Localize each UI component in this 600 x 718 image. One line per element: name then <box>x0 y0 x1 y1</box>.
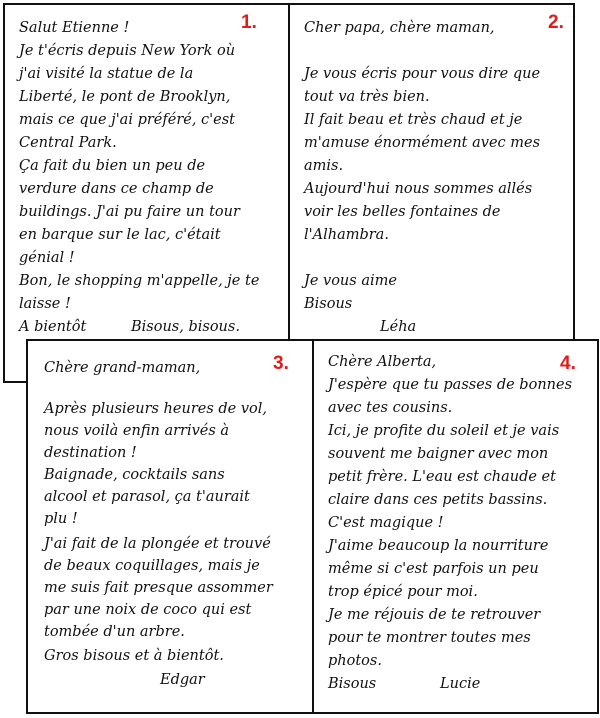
letter-line: même si c'est parfois un peu <box>328 561 539 577</box>
letter-line: J'espère que tu passes de bonnes <box>328 377 573 393</box>
letter-line: l'Alhambra. <box>304 227 389 243</box>
letter-number: 1. <box>241 12 257 33</box>
letter-line: par une noix de coco qui est <box>44 602 252 618</box>
letter-card-2 <box>288 3 575 348</box>
letter-signature: Léha <box>380 319 417 335</box>
letter-line: verdure dans ce champ de <box>19 181 214 197</box>
letter-closing: A bientôt <box>19 319 87 335</box>
letter-signature: Bisous, bisous. <box>131 319 240 335</box>
letter-line: en barque sur le lac, c'était <box>19 227 221 243</box>
letter-card-4 <box>312 339 599 714</box>
letter-line: nous voilà enfin arrivés à <box>44 423 230 439</box>
letter-line: J'ai fait de la plongée et trouvé <box>44 536 271 552</box>
letter-line: souvent me baigner avec mon <box>328 446 549 462</box>
letter-line: Ici, je profite du soleil et je vais <box>328 423 560 439</box>
letter-greeting: Chère Alberta, <box>328 354 437 370</box>
letter-card-1 <box>3 3 290 383</box>
letter-line: photos. <box>328 653 382 669</box>
letter-line: voir les belles fontaines de <box>304 204 501 220</box>
letter-line: Bisous <box>304 296 353 312</box>
letter-line: de beaux coquillages, mais je <box>44 558 260 574</box>
letter-line: j'ai visité la statue de la <box>19 66 194 82</box>
letter-line: Gros bisous et à bientôt. <box>44 648 224 664</box>
letter-line: Je me réjouis de te retrouver <box>328 607 541 623</box>
letter-greeting: Chère grand-maman, <box>44 360 201 376</box>
letter-greeting: Salut Etienne ! <box>19 20 130 36</box>
letter-line: Aujourd'hui nous sommes allés <box>304 181 533 197</box>
letter-card-3 <box>26 339 317 714</box>
letter-line: m'amuse énormément avec mes <box>304 135 541 151</box>
letter-line: C'est magique ! <box>328 515 444 531</box>
letter-line: Bon, le shopping m'appelle, je te <box>19 273 260 289</box>
letter-line: petit frère. L'eau est chaude et <box>328 469 556 485</box>
letter-closing: Bisous <box>328 676 377 692</box>
letter-line: avec tes cousins. <box>328 400 453 416</box>
letter-line: Ça fait du bien un peu de <box>19 158 206 174</box>
letter-line: Il fait beau et très chaud et je <box>304 112 523 128</box>
letter-number: 3. <box>273 353 289 374</box>
letter-line: tombée d'un arbre. <box>44 624 185 640</box>
letter-line: Liberté, le pont de Brooklyn, <box>19 89 231 105</box>
letter-line: tout va très bien. <box>304 89 430 105</box>
letter-signature: Lucie <box>440 676 481 692</box>
letter-line: alcool et parasol, ça t'aurait <box>44 489 250 505</box>
letter-line: J'aime beaucoup la nourriture <box>328 538 549 554</box>
letter-line: Central Park. <box>19 135 117 151</box>
letter-line: laisse ! <box>19 296 71 312</box>
letter-line: Je vous aime <box>304 273 397 289</box>
letter-line: Je vous écris pour vous dire que <box>304 66 541 82</box>
letter-line: amis. <box>304 158 344 174</box>
letter-line: trop épicé pour moi. <box>328 584 478 600</box>
letter-line: Après plusieurs heures de vol, <box>44 401 268 417</box>
letter-line: génial ! <box>19 250 75 266</box>
letter-signature: Edgar <box>160 672 205 688</box>
letter-line: destination ! <box>44 445 137 461</box>
letter-greeting: Cher papa, chère maman, <box>304 20 495 36</box>
letter-line: claire dans ces petits bassins. <box>328 492 548 508</box>
letter-line: Je t'écris depuis New York où <box>19 43 236 59</box>
letter-line: Baignade, cocktails sans <box>44 467 225 483</box>
letter-number: 4. <box>560 353 576 374</box>
letter-number: 2. <box>548 12 564 33</box>
letter-line: pour te montrer toutes mes <box>328 630 531 646</box>
letter-line: mais ce que j'ai préféré, c'est <box>19 112 236 128</box>
letter-line: me suis fait presque assommer <box>44 580 273 596</box>
letter-line: plu ! <box>44 511 78 527</box>
letter-line: buildings. J'ai pu faire un tour <box>19 204 240 220</box>
